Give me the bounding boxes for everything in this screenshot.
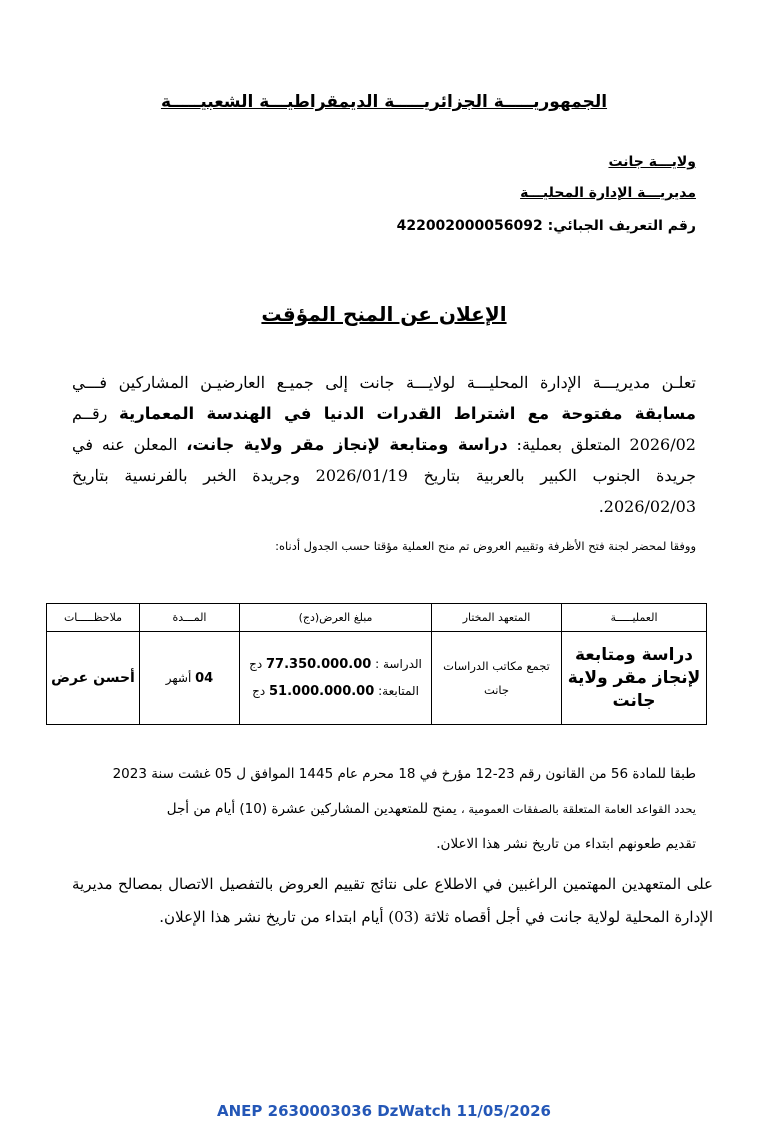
- competition-number: رقــم 2026/02 المتعلق بعملية:: [72, 404, 696, 454]
- tax-id-value: 422002000056092: [396, 218, 543, 234]
- table-row: [47, 632, 707, 725]
- followup-amount-line: [244, 678, 427, 705]
- header-operation: العمليـــــة: [562, 604, 707, 632]
- followup-amount: 51.000.000.00: [269, 684, 375, 699]
- duration-number: 04: [195, 670, 214, 686]
- legal-line-2: [167, 801, 696, 817]
- legal-line-2-part-1: يحدد القواعد العامة المتعلقة بالصفقات العمومية ،: [461, 802, 696, 816]
- header-notes: ملاحظـــــات: [47, 604, 140, 632]
- republic-heading: الجمهوريـــــة الجزائريـــــة الديمقراطيـــة الشعبيـــــة: [160, 92, 608, 112]
- directorate-name: مديريـــة الإدارة المحليـــة: [520, 185, 696, 201]
- award-table: [46, 603, 707, 725]
- legal-line-2-part-2: يمنح للمتعهدين المشاركين عشرة (10) أيام من أجل: [166, 801, 457, 817]
- study-amount-line: [244, 651, 427, 678]
- followup-label: المتابعة:: [378, 684, 419, 698]
- cell-operation: دراسة ومتابعة لإنجاز مقر ولاية جانت: [562, 632, 707, 725]
- cell-notes: أحسن عرض: [47, 632, 140, 725]
- cell-firm: تجمع مكاتب الدراسات جانت: [432, 632, 562, 725]
- cell-amount: [240, 632, 432, 725]
- header-amount: مبلغ العرض(دج): [240, 604, 432, 632]
- study-amount: 77.350.000.00: [266, 657, 372, 672]
- duration-unit: أشهر: [165, 670, 192, 685]
- table-intro: ووفقا لمحضر لجنة فتح الأظرفة وتقييم العروض تم منح العملية مؤقتا حسب الجدول أدناه:: [275, 539, 696, 553]
- header-duration: المـــدة: [140, 604, 240, 632]
- tax-id-label: رقم التعريف الجبائي:: [547, 218, 696, 234]
- competition-name: مسابقة مفتوحة مع اشتراط القدرات الدنيا في الهندسة المعمارية: [119, 404, 697, 423]
- legal-line-3: [436, 836, 696, 852]
- study-label: الدراسة :: [375, 657, 422, 671]
- publication-info: المعلن عنه في جريدة الجنوب الكبير بالعربية بتاريخ 2026/01/19 وجريدة الخبر بالفرنسية بتاريخ 2026/02/03.: [72, 435, 697, 516]
- paragraph-body: [72, 367, 696, 522]
- cell-duration: [140, 632, 240, 725]
- header-firm: المتعهد المختار: [432, 604, 562, 632]
- legal-line-1: طبقا للمادة 56 من القانون رقم 23-12 مؤرخ في 18 محرم عام 1445 الموافق ل 05 غشت سنة 2023: [112, 766, 696, 782]
- followup-unit: دج: [252, 684, 266, 698]
- operation-name: دراسة ومتابعة لإنجاز مقر ولاية جانت،: [186, 435, 508, 454]
- closing-paragraph: على المتعهدين المهتمين الراغبين في الاطلاع على نتائج تقييم العروض بالتفصيل الاتصال بمصالح مديرية الإدارة المحلية لولاية جانت في أجل أقصاه ثلاثة (03) أيام ابتداء من تاريخ نشر هذا الإعلان.: [72, 875, 713, 926]
- paragraph-part-1: تعلـن مديريـــة الإدارة المحليـــة لولايـــة جانت إلى جميـع العارضيـن المشاركين فـــي: [72, 373, 696, 392]
- table-header-row: [47, 604, 707, 632]
- publication-footer: ANEP 2630003036 DzWatch 11/05/2026: [217, 1102, 551, 1120]
- tax-id-line: [397, 218, 696, 234]
- announcement-paragraph: [72, 367, 696, 522]
- wilaya-name: ولايـــة جانت: [608, 154, 696, 170]
- announcement-title: الإعلان عن المنح المؤقت: [261, 302, 507, 326]
- study-unit: دج: [249, 657, 263, 671]
- legal-line-3-text: تقديم طعونهم ابتداء من تاريخ نشر هذا الاعلان.: [436, 836, 696, 852]
